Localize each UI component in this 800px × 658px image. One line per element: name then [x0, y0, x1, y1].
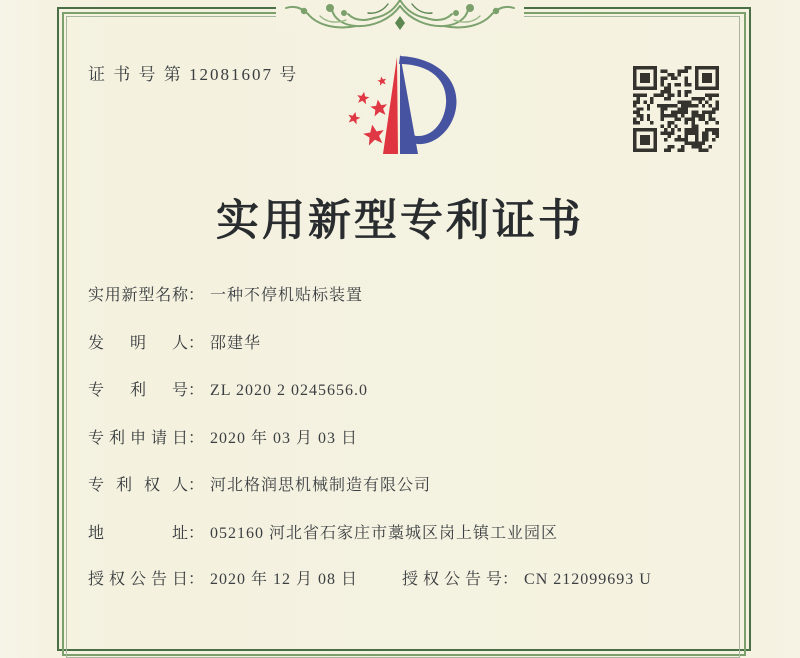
field-row-inventor: [88, 332, 261, 356]
floral-flourish-icon: [276, 0, 524, 32]
field-label: 专利号: [88, 382, 188, 399]
label-colon: ：: [188, 477, 205, 494]
field-row-grant-no: [402, 568, 652, 592]
label-colon: ：: [188, 525, 205, 542]
field-label: 实用新型名称: [88, 287, 188, 304]
label-colon: ：: [188, 382, 205, 399]
field-row-filing-date: [88, 427, 358, 451]
label-colon: ：: [502, 571, 519, 588]
field-label: 专利申请日: [88, 430, 188, 447]
qr-code-icon: [633, 66, 719, 152]
field-label: 授权公告号: [402, 571, 502, 588]
field-row-patentee: [88, 474, 431, 498]
field-value: 河北格润思机械制造有限公司: [210, 477, 432, 494]
field-label: 专利权人: [88, 477, 188, 494]
field-value: 2020 年 12 月 08 日: [210, 571, 359, 588]
certificate-title: 实用新型专利证书: [216, 198, 584, 245]
field-value: 052160 河北省石家庄市藁城区岗上镇工业园区: [210, 525, 559, 542]
field-value: 2020 年 03 月 03 日: [210, 430, 359, 447]
field-value: CN 212099693 U: [524, 571, 652, 588]
field-row-grant-date: [88, 568, 358, 592]
field-value: 一种不停机贴标装置: [210, 287, 364, 304]
label-colon: ：: [188, 430, 205, 447]
label-colon: ：: [188, 335, 205, 352]
field-label: 地址: [88, 525, 188, 542]
field-label: 授权公告日: [88, 571, 188, 588]
certificate-number: 证 书 号 第 12081607 号: [88, 65, 299, 84]
field-value: 邵建华: [210, 335, 262, 352]
label-colon: ：: [188, 571, 205, 588]
field-row-patent-no: [88, 379, 368, 403]
field-value: ZL 2020 2 0245656.0: [210, 382, 368, 399]
label-colon: ：: [188, 287, 205, 304]
field-row-address: [88, 522, 558, 546]
field-row-name: [88, 284, 363, 308]
cnipa-logo-icon: [342, 50, 462, 160]
field-label: 发明人: [88, 335, 188, 352]
